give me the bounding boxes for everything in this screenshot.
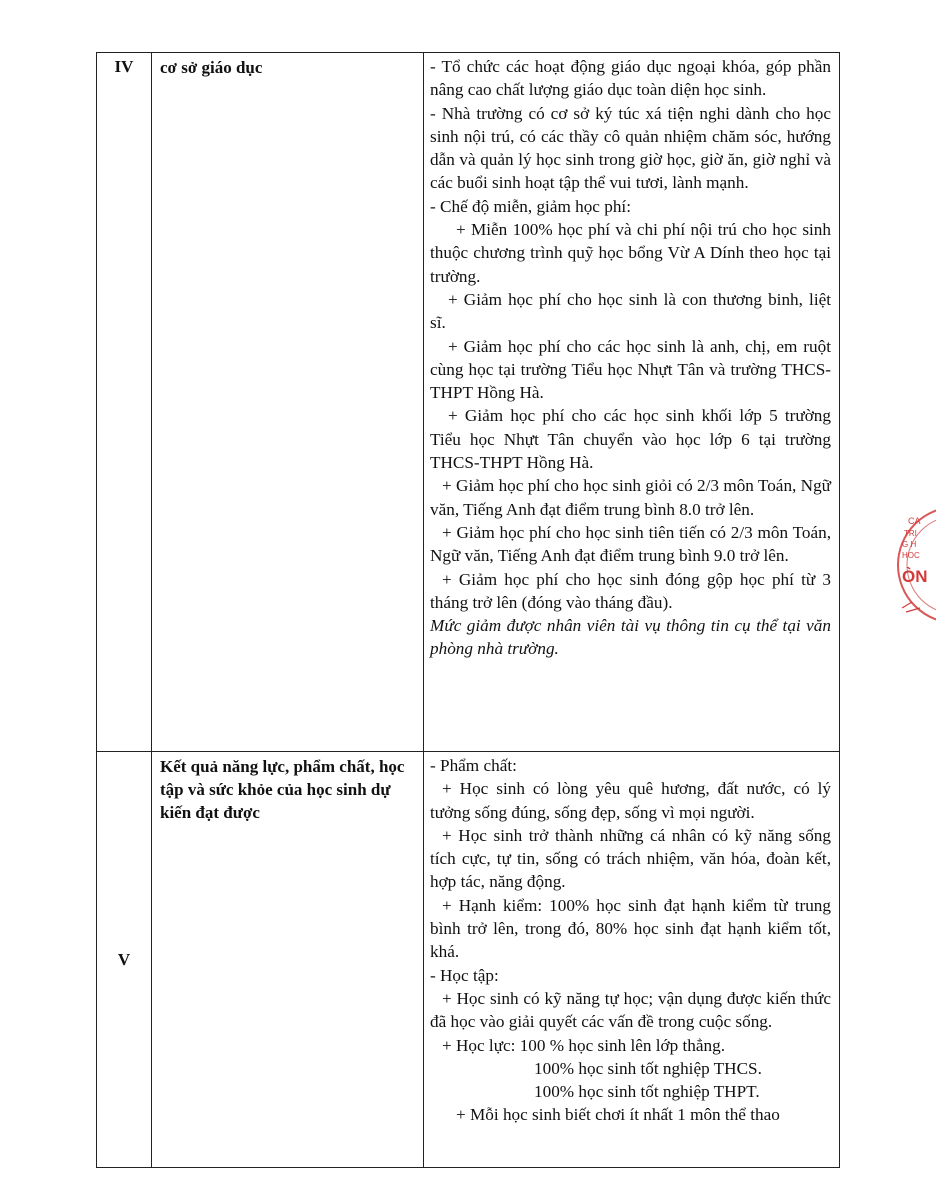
content-line: + Hạnh kiểm: 100% học sinh đạt hạnh kiểm từ trung bình trở lên, trong đó, 80% học sinh đạt hạnh kiểm tốt, khá. (430, 895, 831, 962)
content-line: + Giảm học phí cho các học sinh khối lớp 5 trường Tiểu học Nhựt Tân chuyển vào học lớp 6 tại trường THCS-THPT Hồng Hà. (430, 406, 831, 473)
svg-text:ÒN: ÒN (902, 567, 928, 586)
content-line: 100% học sinh tốt nghiệp THCS. (534, 1058, 762, 1078)
content-line: + Giảm học phí cho các học sinh là anh, chị, em ruột cùng học tại trường Tiểu học Nhựt Tân và trường THCS-THPT Hồng Hà. (430, 336, 831, 403)
content-line: + Học sinh có kỹ năng tự học; vận dụng được kiến thức đã học vào giải quyết các vấn đề trong cuộc sống. (430, 988, 831, 1032)
content-line: - Học tập: (430, 965, 499, 985)
table-row-iv (97, 53, 840, 752)
row-content (424, 752, 840, 1168)
content-line: - Chế độ miễn, giảm học phí: (430, 196, 631, 216)
content-line: + Giảm học phí cho học sinh là con thương binh, liệt sĩ. (430, 289, 831, 333)
content-line: + Học lực: 100 % học sinh lên lớp thẳng. (442, 1035, 725, 1055)
content-line: 100% học sinh tốt nghiệp THPT. (534, 1082, 760, 1102)
content-line: + Học sinh trở thành những cá nhân có kỹ năng sống tích cực, tự tin, sống có trách nhiệm, văn hóa, đoàn kết, hợp tác, năng động. (430, 825, 831, 892)
svg-text:HOC: HOC (902, 551, 920, 560)
svg-text:TRI: TRI (904, 529, 917, 538)
official-stamp (896, 490, 936, 640)
row-title: Kết quả năng lực, phẩm chất, học tập và sức khỏe của học sinh dự kiến đạt được (152, 752, 424, 1168)
content-line: + Giảm học phí cho học sinh đóng gộp học phí từ 3 tháng trở lên (đóng vào tháng đầu). (430, 569, 831, 612)
content-line: + Học sinh có lòng yêu quê hương, đất nước, có lý tưởng sống đúng, sống đẹp, sống vì mọi người. (430, 779, 831, 822)
note-line: Mức giảm được nhân viên tài vụ thông tin cụ thể tại văn phòng nhà trường. (430, 616, 831, 659)
plan-table (96, 52, 840, 1168)
table-row-v (97, 752, 840, 1168)
svg-text:G H: G H (902, 540, 917, 549)
content-line: - Phẩm chất: (430, 756, 517, 775)
content-line: + Giảm học phí cho học sinh tiên tiến có 2/3 môn Toán, Ngữ văn, Tiếng Anh đạt điểm trung bình 9.0 trở lên. (430, 522, 831, 566)
content-line: + Mỗi học sinh biết chơi ít nhất 1 môn thể thao (456, 1105, 780, 1125)
content-line: - Tổ chức các hoạt động giáo dục ngoại khóa, góp phần nâng cao chất lượng giáo dục toàn diện học sinh. (430, 57, 831, 100)
row-number: V (97, 752, 152, 1168)
content-line: + Giảm học phí cho học sinh giỏi có 2/3 môn Toán, Ngữ văn, Tiếng Anh đạt điểm trung bình 8.0 trở lên. (430, 476, 831, 519)
row-title: cơ sở giáo dục (152, 53, 424, 752)
row-number: IV (97, 53, 152, 752)
svg-text:CA: CA (908, 516, 921, 526)
row-content (424, 53, 840, 752)
content-line: - Nhà trường có cơ sở ký túc xá tiện nghi dành cho học sinh nội trú, có các thầy cô quản nhiệm chăm sóc, hướng dẫn và quản lý học sinh trong giờ học, giờ ăn, giờ nghỉ và các buổi sinh hoạt tập thể vui tươi, lành mạnh. (430, 103, 831, 193)
content-line: + Miễn 100% học phí và chi phí nội trú cho học sinh thuộc chương trình quỹ học bổng Vừ A Dính theo học tại trường. (430, 220, 831, 286)
